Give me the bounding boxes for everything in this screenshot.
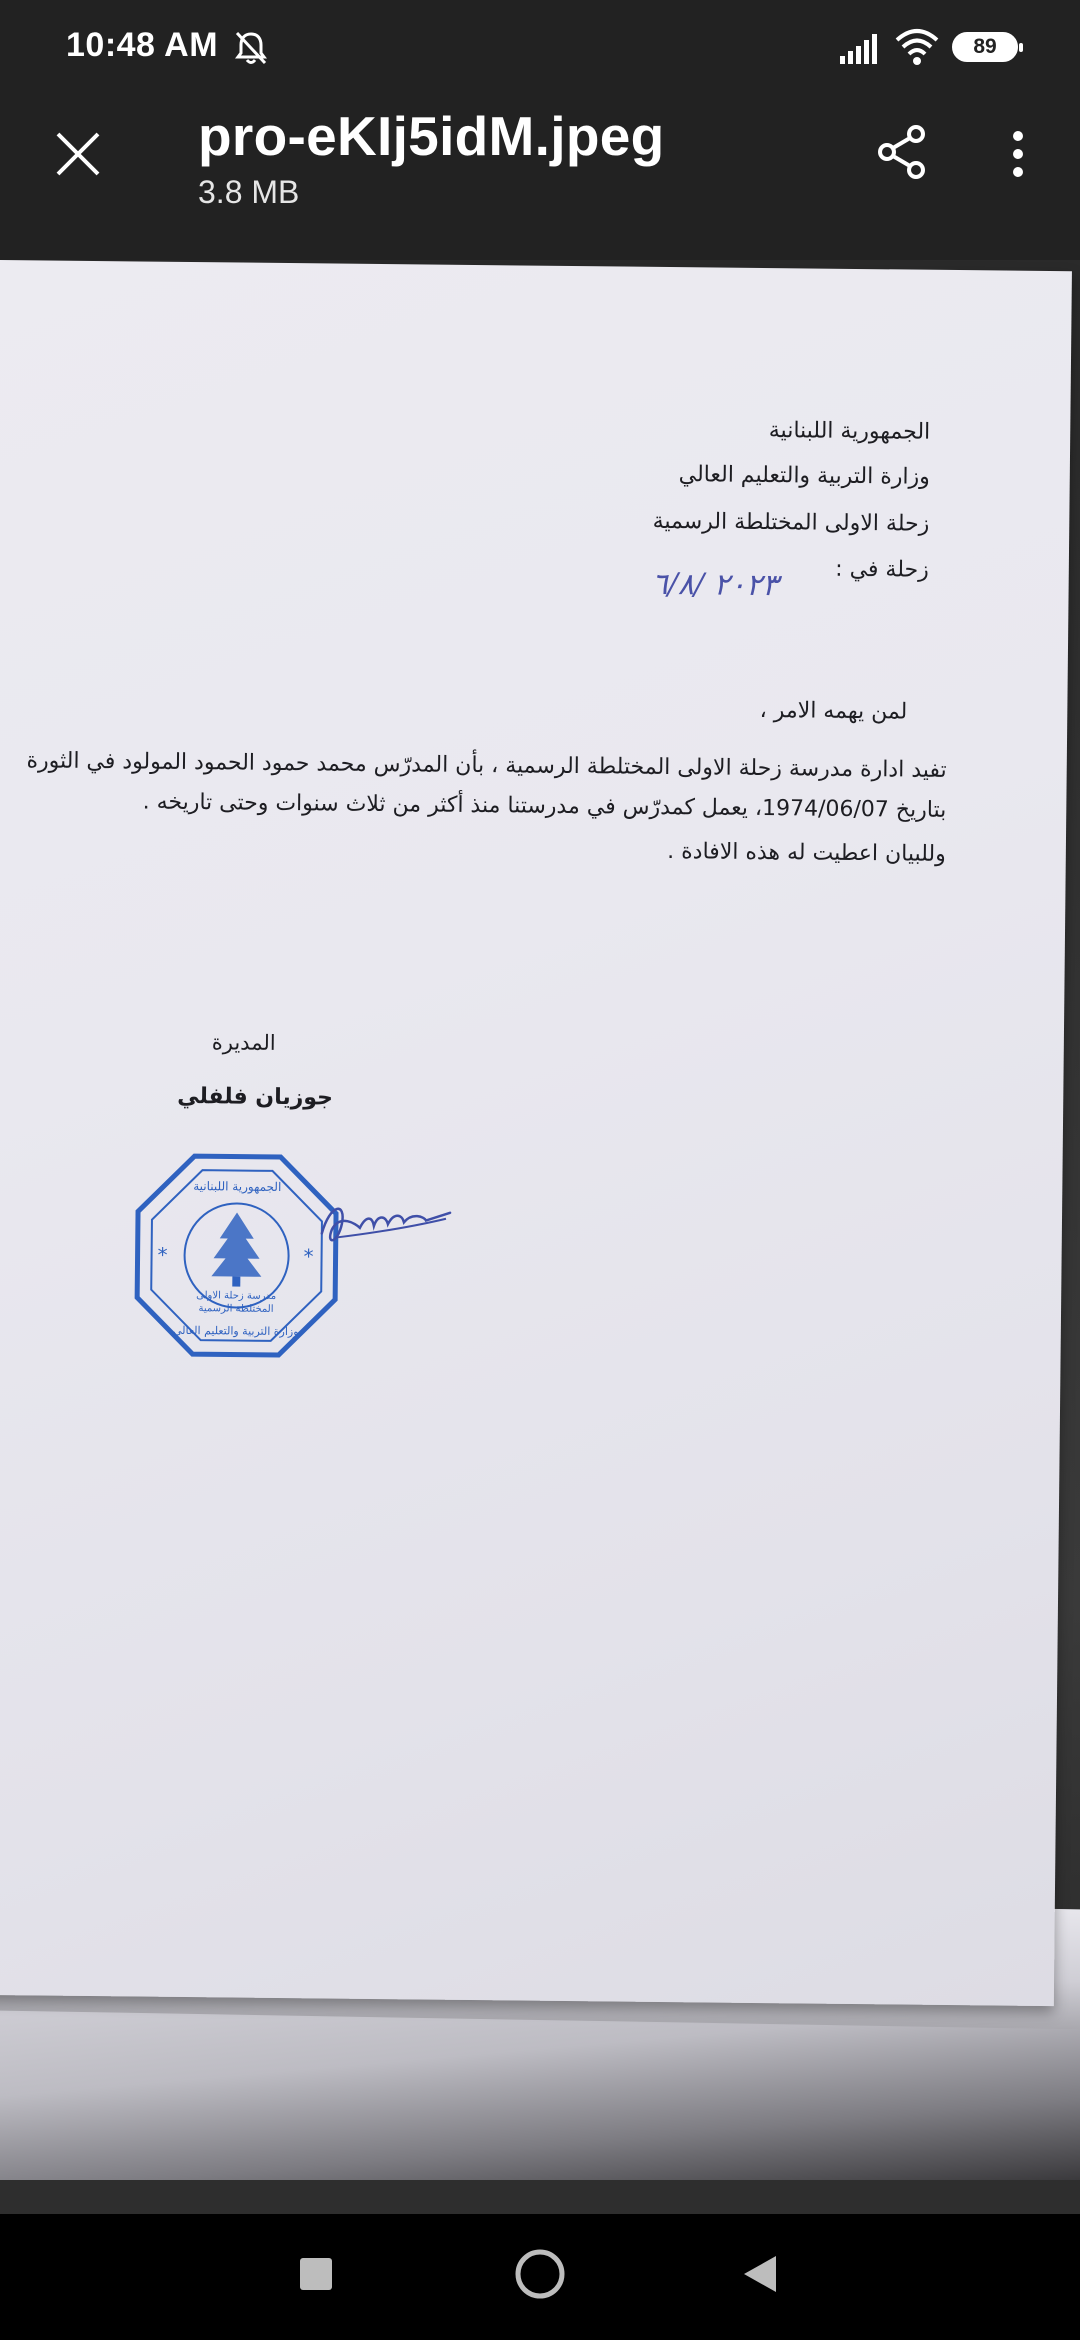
file-size: 3.8 MB: [198, 174, 300, 210]
official-stamp: [130, 1149, 342, 1361]
signal-icon: [838, 34, 880, 64]
status-bar: [0, 0, 1080, 96]
svg-text:*: *: [157, 1242, 168, 1267]
wifi-icon: [894, 28, 940, 66]
app-bar: [0, 96, 1080, 260]
svg-text:مدرسة زحلة الاولى: مدرسة زحلة الاولى: [196, 1290, 277, 1302]
signature: [316, 1193, 457, 1254]
svg-text:وزارة التربية والتعليم العالي: وزارة التربية والتعليم العالي: [172, 1323, 299, 1339]
doc-date-label: زحلة في :: [835, 556, 929, 583]
doc-body-line-2: بتاريخ 1974/06/07، يعمل كمدرّس في مدرستنا منذ أكثر من ثلاث سنوات وحتى تاريخه .: [142, 789, 947, 823]
back-icon[interactable]: [740, 2252, 780, 2296]
doc-signer-name: جوزيان فلفلي: [177, 1083, 334, 1111]
document-page: [0, 260, 1072, 2006]
share-icon[interactable]: [874, 122, 930, 182]
home-icon[interactable]: [514, 2248, 566, 2300]
more-icon[interactable]: [998, 124, 1038, 184]
doc-header-ministry: وزارة التربية والتعليم العالي: [678, 462, 930, 490]
doc-header-republic: الجمهورية اللبنانية: [768, 418, 931, 445]
battery-icon: 89: [952, 32, 1018, 62]
mute-icon: [232, 28, 270, 68]
cedar-icon: [211, 1212, 262, 1277]
doc-salutation: لمن يهمه الامر ،: [759, 697, 908, 725]
close-icon[interactable]: [50, 126, 106, 182]
doc-header-school: زحلة الاولى المختلطة الرسمية: [652, 508, 930, 537]
doc-date-handwritten: ٢٠٢٣ /٦/٨: [651, 566, 779, 604]
doc-body-line-1: تفيد ادارة مدرسة زحلة الاولى المختلطة الرسمية ، بأن المدرّس محمد حمود الحمود المولود في الثورة: [26, 748, 947, 783]
stamp-outer-text: الجمهورية اللبنانية: [193, 1179, 282, 1194]
svg-text:*: *: [303, 1244, 314, 1269]
doc-body-line-3: وللبيان اعطيت له هذه الافادة .: [667, 839, 946, 867]
doc-signer-title: المديرة: [211, 1030, 276, 1055]
file-name: pro-eKIj5idM.jpeg: [198, 105, 665, 167]
viewer-bottom-strip: [0, 2180, 1080, 2214]
status-time: 10:48 AM: [66, 26, 219, 64]
svg-text:المختلطة الرسمية: المختلطة الرسمية: [198, 1303, 274, 1315]
system-nav-bar: [0, 2214, 1080, 2340]
photo-viewer[interactable]: [0, 260, 1080, 2180]
recents-icon[interactable]: [300, 2258, 332, 2290]
